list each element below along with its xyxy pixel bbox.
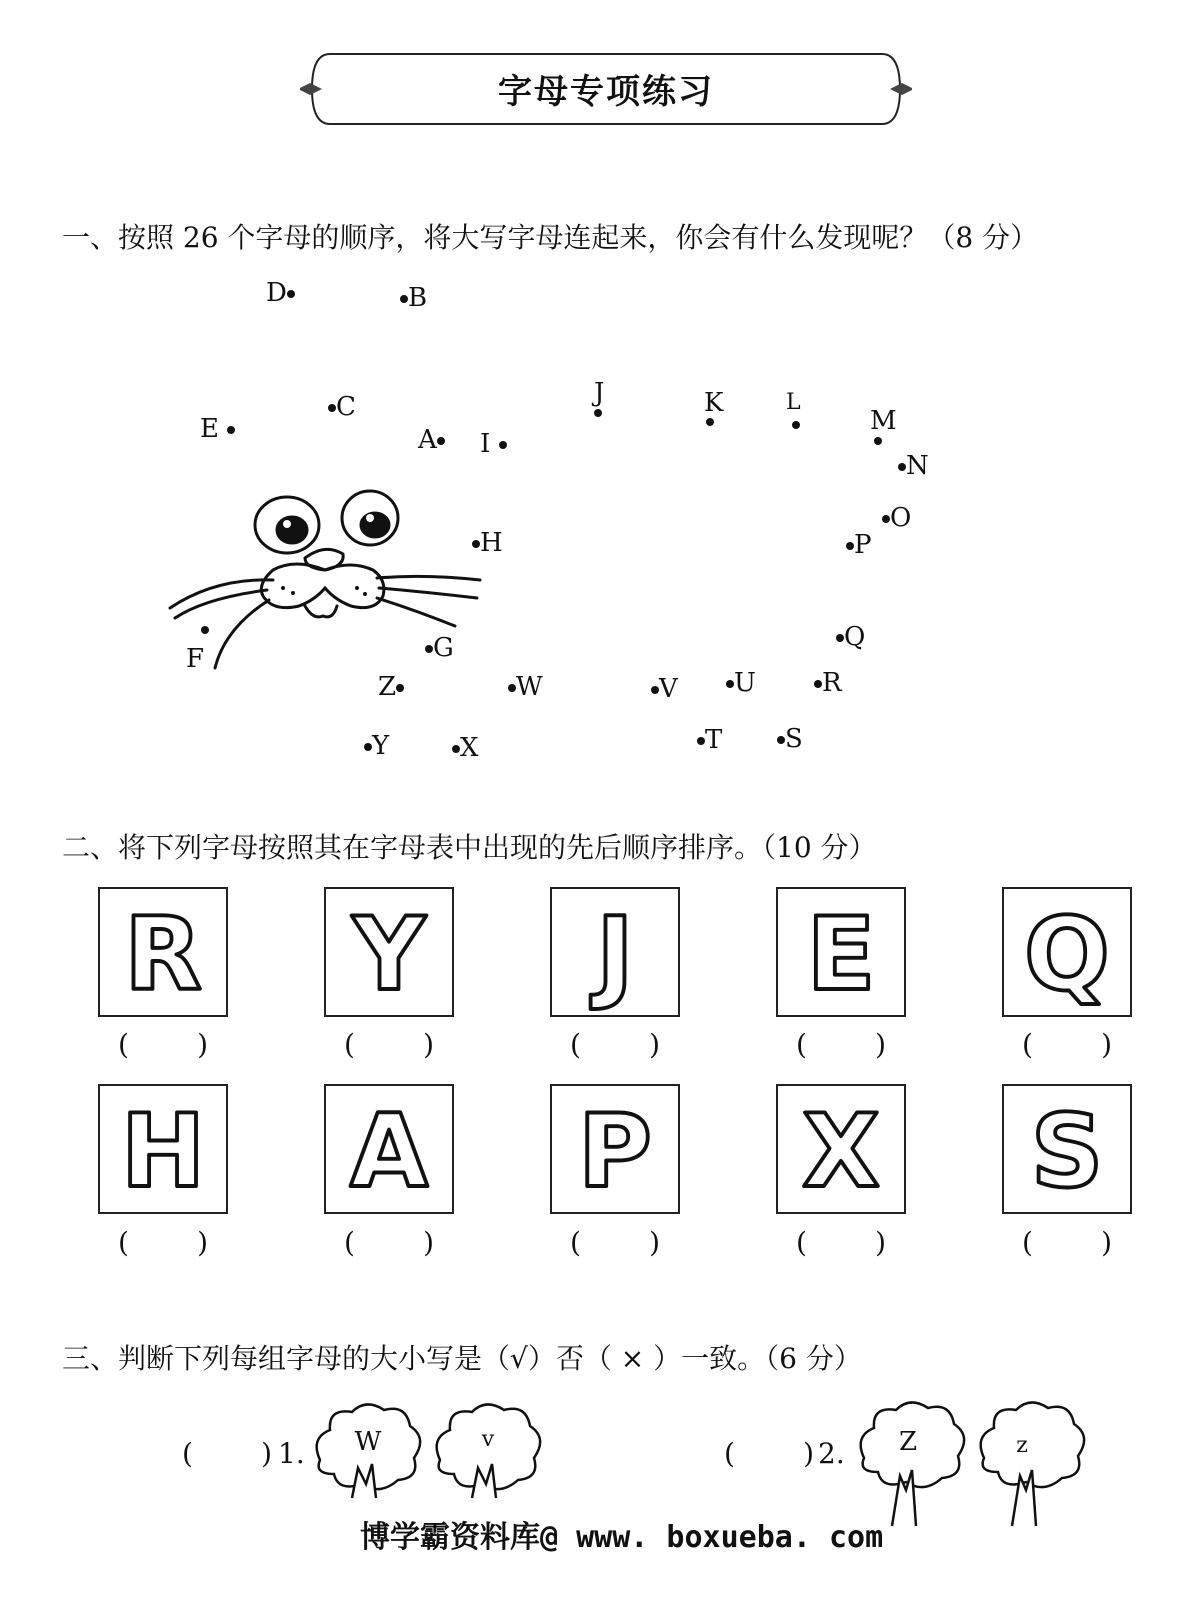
page-title: 字母专项练习 (498, 72, 714, 112)
dot-S: S (777, 726, 803, 752)
dot-L: L (786, 390, 801, 415)
letter-box (98, 1084, 228, 1214)
answer-blank[interactable]: ( ) (1022, 1028, 1112, 1061)
letter-box (550, 1084, 680, 1214)
dot-F: F (186, 644, 205, 674)
dot-T: T (697, 727, 722, 753)
svg-text:A: A (349, 1091, 429, 1210)
letter-box (776, 887, 906, 1017)
answer-blank[interactable]: ( ) (118, 1028, 208, 1061)
letter-box (98, 887, 228, 1017)
svg-text:Q: Q (1024, 894, 1110, 1013)
tree-pair-2 (854, 1396, 1094, 1536)
dot-K: K (704, 388, 724, 418)
dot-W: W (508, 674, 543, 700)
dot-X: X (452, 735, 479, 761)
dot-M: M (870, 406, 897, 436)
dot-Z: Z (378, 674, 404, 700)
answer-blank[interactable]: ( ) (1022, 1226, 1112, 1259)
letter-box (1002, 1084, 1132, 1214)
judge-blank[interactable]: ( ) (182, 1437, 272, 1470)
dot-M-point (874, 437, 882, 445)
answer-blank[interactable]: ( ) (344, 1028, 434, 1061)
judge-blank[interactable]: ( ) (724, 1437, 814, 1470)
letter-box (1002, 887, 1132, 1017)
svg-text:W: W (354, 1427, 382, 1457)
question-1: 一、按照 26 个字母的顺序，将大写字母连起来，你会有什么发现呢？（8 分） (62, 221, 1039, 254)
svg-text:Y: Y (352, 894, 426, 1013)
letter-box (324, 1084, 454, 1214)
dot-B: B (400, 285, 427, 311)
dot-L-point (792, 421, 800, 429)
svg-text:Z: Z (898, 1427, 918, 1457)
answer-blank[interactable]: ( ) (796, 1226, 886, 1259)
tree-pair-1 (310, 1398, 550, 1508)
dot-Y: Y (364, 733, 389, 759)
dot-D: D (266, 280, 295, 306)
svg-text:S: S (1030, 1091, 1104, 1210)
dot-A: A (418, 427, 445, 453)
answer-blank[interactable]: ( ) (796, 1028, 886, 1061)
answer-blank[interactable]: ( ) (344, 1226, 434, 1259)
svg-text:R: R (124, 894, 202, 1013)
answer-blank[interactable]: ( ) (118, 1226, 208, 1259)
dot-F-point (201, 626, 209, 634)
dot-J-point (594, 409, 602, 417)
dot-H: H (472, 530, 503, 556)
letter-box (776, 1084, 906, 1214)
svg-text:P: P (578, 1091, 652, 1210)
answer-blank[interactable]: ( ) (570, 1226, 660, 1259)
question-2: 二、将下列字母按照其在字母表中出现的先后顺序排序。（10 分） (62, 831, 877, 864)
letter-box (324, 887, 454, 1017)
question-3: 三、判断下列每组字母的大小写是（√）否（ × ）一致。（6 分） (62, 1342, 862, 1375)
dot-G: G (425, 635, 454, 661)
svg-text:J: J (596, 894, 634, 1013)
svg-text:H: H (120, 1091, 206, 1210)
dot-C: C (328, 394, 356, 420)
dot-V: V (651, 676, 678, 702)
dot-P: P (846, 532, 872, 558)
svg-text:z: z (1016, 1433, 1028, 1458)
dot-I: I (480, 431, 507, 457)
dot-U: U (726, 670, 756, 696)
item-number: 2. (818, 1437, 845, 1470)
dot-E: E (200, 416, 235, 442)
item-number: 1. (278, 1437, 305, 1470)
dot-K-point (706, 418, 714, 426)
watermark-footer: 博学霸资料库@ www. boxueba. com (360, 1520, 884, 1555)
dot-J: J (594, 378, 605, 408)
svg-text:E: E (806, 894, 876, 1013)
svg-text:v: v (481, 1427, 495, 1452)
dot-N: N (898, 453, 929, 479)
dot-O: O (882, 505, 911, 531)
letter-box (550, 887, 680, 1017)
dot-R: R (814, 670, 842, 696)
dot-Q: Q (836, 624, 865, 650)
answer-blank[interactable]: ( ) (570, 1028, 660, 1061)
svg-text:X: X (802, 1091, 880, 1210)
